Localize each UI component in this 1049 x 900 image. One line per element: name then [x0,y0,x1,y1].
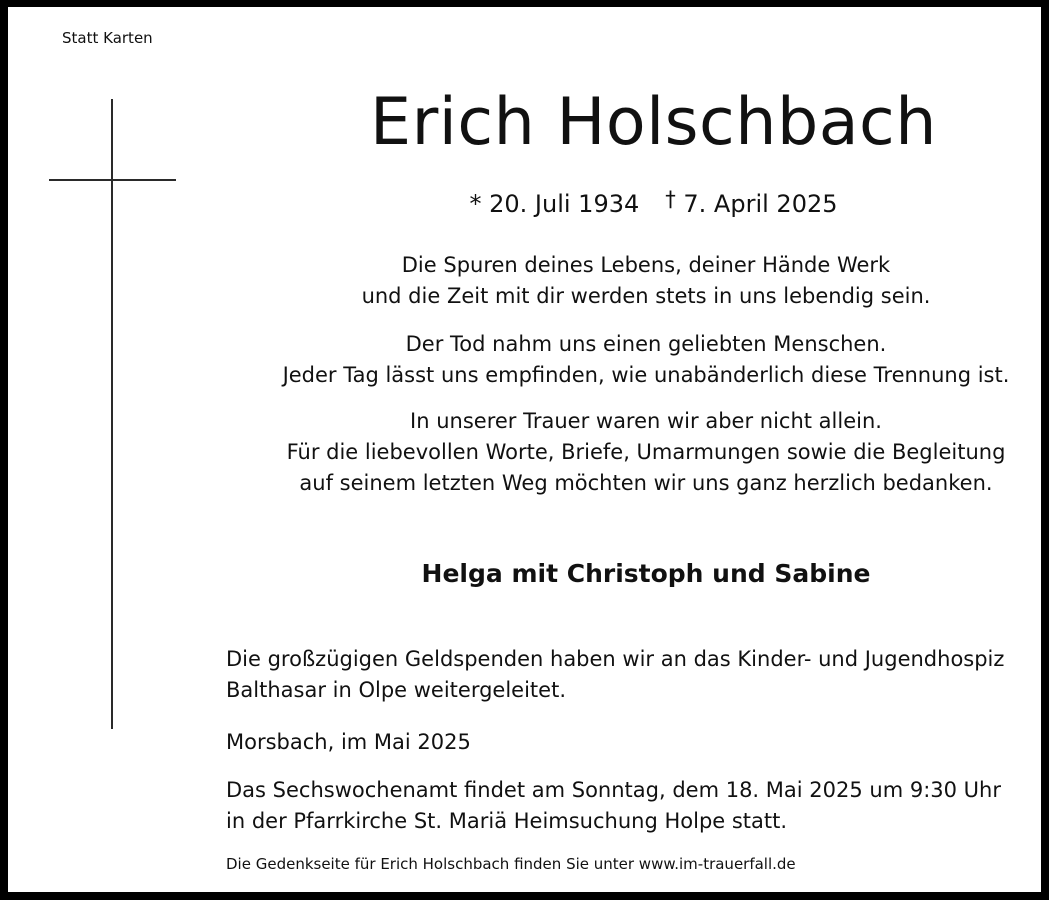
service-note [226,775,1001,837]
note-line: Das Sechswochenamt findet am Sonntag, dem 18. Mai 2025 um 9:30 Uhr [226,778,1001,802]
birth-date: * 20. Juli 1934 [469,190,640,218]
place-date: Morsbach, im Mai 2025 [226,730,471,754]
note-line: Balthasar in Olpe weitergeleitet. [226,678,566,702]
verse-line: Die Spuren deines Lebens, deiner Hände Werk [401,253,891,277]
cross-icon-bar [49,179,176,181]
obituary-notice [8,7,1041,892]
verse-line: und die Zeit mit dir werden stets in uns lebendig sein. [361,284,931,308]
verse-line: In unserer Trauer waren wir aber nicht allein. [410,409,882,433]
cross-icon [111,99,113,729]
verse-line: Für die liebevollen Worte, Briefe, Umarmungen sowie die Begleitung [286,440,1006,464]
statt-karten-label: Statt Karten [62,29,153,47]
verse-2 [246,329,1046,391]
verse-line: Jeder Tag lässt uns empfinden, wie unabänderlich diese Trennung ist. [282,363,1010,387]
dagger-icon: † [665,187,676,211]
verse-1 [246,250,1046,312]
verse-line: auf seinem letzten Weg möchten wir uns ganz herzlich bedanken. [299,471,993,495]
memorial-page-footer: Die Gedenkseite für Erich Holschbach finden Sie unter www.im-trauerfall.de [226,855,796,873]
mourners-signature: Helga mit Christoph und Sabine [421,559,871,588]
donation-note [226,644,1004,706]
deceased-name: Erich Holschbach [370,85,937,160]
verse-3 [246,406,1046,499]
death-date: 7. April 2025 [683,190,838,218]
note-line: in der Pfarrkirche St. Mariä Heimsuchung Holpe statt. [226,809,788,833]
note-line: Die großzügigen Geldspenden haben wir an das Kinder- und Jugendhospiz [226,647,1005,671]
verse-line: Der Tod nahm uns einen geliebten Menschen. [405,332,887,356]
life-dates [266,187,1041,218]
